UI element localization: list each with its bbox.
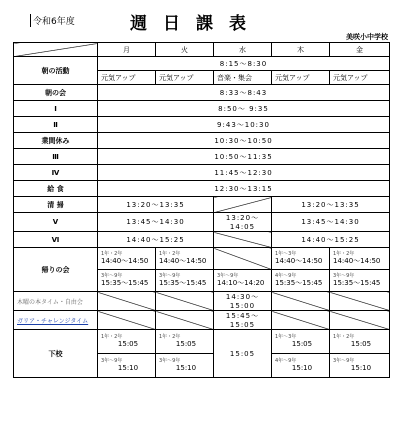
row-morning <box>14 57 390 71</box>
time-lunch: 12:30〜13:15 <box>98 181 390 197</box>
label-p4: Ⅳ <box>14 165 98 181</box>
row-closing-1 <box>14 248 390 270</box>
dismissal-thu-low <box>272 330 330 354</box>
closing-tue-up <box>156 270 214 292</box>
dismissal-time: 15:05 <box>350 340 372 348</box>
closing-fri-up <box>330 270 390 292</box>
grade-label: 1年〜3年 <box>275 334 297 340</box>
challenge-wed: 15:45〜15:05 <box>214 311 272 330</box>
dismissal-wed: 15:05 <box>214 330 272 378</box>
closing-fri-low <box>330 248 390 270</box>
page-title: 週日課表 <box>130 14 262 34</box>
grade-label: 1年・2年 <box>333 251 355 257</box>
dismissal-fri-low <box>330 330 390 354</box>
label-morning: 朝の活動 <box>14 57 98 85</box>
dismissal-fri-up <box>330 354 390 378</box>
dismissal-time: 15:10 <box>175 364 197 372</box>
reading-mon <box>98 292 156 311</box>
reading-wed: 14:30〜15:00 <box>214 292 272 311</box>
closing-time: 15:35〜15:45 <box>159 279 207 287</box>
row-lunch <box>14 181 390 197</box>
p5-wed: 13:20〜14:05 <box>214 213 272 232</box>
corner-cell <box>14 43 98 57</box>
p5-thu-fri: 13:45〜14:30 <box>272 213 390 232</box>
cleaning-wed <box>214 197 272 213</box>
closing-time: 15:35〜15:45 <box>101 279 149 287</box>
p5-mon-tue: 13:45〜14:30 <box>98 213 214 232</box>
row-p6 <box>14 232 390 248</box>
dismissal-mon-low <box>98 330 156 354</box>
timetable <box>13 42 390 378</box>
challenge-tue <box>156 311 214 330</box>
row-p1 <box>14 101 390 117</box>
row-dismissal-1 <box>14 330 390 354</box>
day-header-row <box>14 43 390 57</box>
dismissal-time: 15:05 <box>291 340 313 348</box>
grade-label: 3年〜9年 <box>101 358 123 364</box>
closing-time: 15:35〜15:45 <box>275 279 323 287</box>
label-challenge: ガリア・チャレンジタイム <box>14 311 98 330</box>
grade-label: 4年〜9年 <box>275 358 297 364</box>
morning-wed: 音楽・集会 <box>214 71 272 85</box>
dismissal-time: 15:05 <box>175 340 197 348</box>
closing-mon-low <box>98 248 156 270</box>
time-p2: 9:43〜10:30 <box>98 117 390 133</box>
closing-mon-up <box>98 270 156 292</box>
closing-time: 14:40〜14:50 <box>333 257 381 265</box>
label-p5: Ⅴ <box>14 213 98 232</box>
grade-label: 1年・2年 <box>101 251 123 257</box>
closing-time: 14:40〜14:50 <box>275 257 323 265</box>
grade-label: 1年・2年 <box>333 334 355 340</box>
grade-label: 3年〜9年 <box>159 358 181 364</box>
morning-mon: 元気アップ <box>98 71 156 85</box>
closing-thu-low <box>272 248 330 270</box>
closing-wed-up <box>214 270 272 292</box>
grade-label: 3年〜9年 <box>333 358 355 364</box>
row-break <box>14 133 390 149</box>
row-cleaning <box>14 197 390 213</box>
morning-thu: 元気アップ <box>272 71 330 85</box>
challenge-mon <box>98 311 156 330</box>
challenge-fri <box>330 311 390 330</box>
grade-label: 3年〜9年 <box>217 273 239 279</box>
row-p5 <box>14 213 390 232</box>
row-p4 <box>14 165 390 181</box>
label-reading: 木曜の本タイム・自由会 <box>14 292 98 311</box>
reading-tue <box>156 292 214 311</box>
morning-fri: 元気アップ <box>330 71 390 85</box>
p6-thu-fri: 14:40〜15:25 <box>272 232 390 248</box>
label-p1: Ⅰ <box>14 101 98 117</box>
grade-label: 4年〜9年 <box>275 273 297 279</box>
grade-label: 3年〜9年 <box>333 273 355 279</box>
dismissal-time: 15:05 <box>117 340 139 348</box>
dismissal-mon-up <box>98 354 156 378</box>
p6-wed <box>214 232 272 248</box>
label-cleaning: 清 掃 <box>14 197 98 213</box>
dismissal-thu-up <box>272 354 330 378</box>
closing-time: 14:10〜14:20 <box>217 279 265 287</box>
row-meeting <box>14 85 390 101</box>
time-meeting: 8:33〜8:43 <box>98 85 390 101</box>
cleaning-mon-tue: 13:20〜13:35 <box>98 197 214 213</box>
day-tue: 火 <box>156 43 214 57</box>
day-wed: 水 <box>214 43 272 57</box>
dismissal-time: 15:10 <box>350 364 372 372</box>
day-thu: 木 <box>272 43 330 57</box>
label-p3: Ⅲ <box>14 149 98 165</box>
morning-tue: 元気アップ <box>156 71 214 85</box>
day-fri: 金 <box>330 43 390 57</box>
label-lunch: 給 食 <box>14 181 98 197</box>
challenge-thu <box>272 311 330 330</box>
p6-mon-tue: 14:40〜15:25 <box>98 232 214 248</box>
label-p2: Ⅱ <box>14 117 98 133</box>
grade-label: 1年・2年 <box>101 334 123 340</box>
row-reading <box>14 292 390 311</box>
reading-thu <box>272 292 330 311</box>
reading-fri <box>330 292 390 311</box>
row-p3 <box>14 149 390 165</box>
closing-time: 14:40〜14:50 <box>159 257 207 265</box>
label-break: 業間休み <box>14 133 98 149</box>
closing-time: 15:35〜15:45 <box>333 279 381 287</box>
grade-label: 1年〜3年 <box>275 251 297 257</box>
closing-wed-low <box>214 248 272 270</box>
school-year: 令和6年度 <box>30 14 75 27</box>
label-closing: 帰りの会 <box>14 248 98 292</box>
dismissal-time: 15:10 <box>117 364 139 372</box>
row-p2 <box>14 117 390 133</box>
closing-time: 14:40〜14:50 <box>101 257 149 265</box>
dismissal-tue-up <box>156 354 214 378</box>
time-morning: 8:15〜8:30 <box>98 57 390 71</box>
time-p4: 11:45〜12:30 <box>98 165 390 181</box>
grade-label: 1年・2年 <box>159 251 181 257</box>
label-meeting: 朝の会 <box>14 85 98 101</box>
time-p1: 8:50〜 9:35 <box>98 101 390 117</box>
grade-label: 3年〜9年 <box>159 273 181 279</box>
grade-label: 3年〜9年 <box>101 273 123 279</box>
dismissal-tue-low <box>156 330 214 354</box>
label-dismissal: 下校 <box>14 330 98 378</box>
closing-thu-up <box>272 270 330 292</box>
label-p6: Ⅵ <box>14 232 98 248</box>
row-challenge <box>14 311 390 330</box>
time-break: 10:30〜10:50 <box>98 133 390 149</box>
dismissal-time: 15:10 <box>291 364 313 372</box>
school-name: 美咲小中学校 <box>346 33 388 41</box>
day-mon: 月 <box>98 43 156 57</box>
grade-label: 1年・2年 <box>159 334 181 340</box>
closing-tue-low <box>156 248 214 270</box>
cleaning-thu-fri: 13:20〜13:35 <box>272 197 390 213</box>
time-p3: 10:50〜11:35 <box>98 149 390 165</box>
